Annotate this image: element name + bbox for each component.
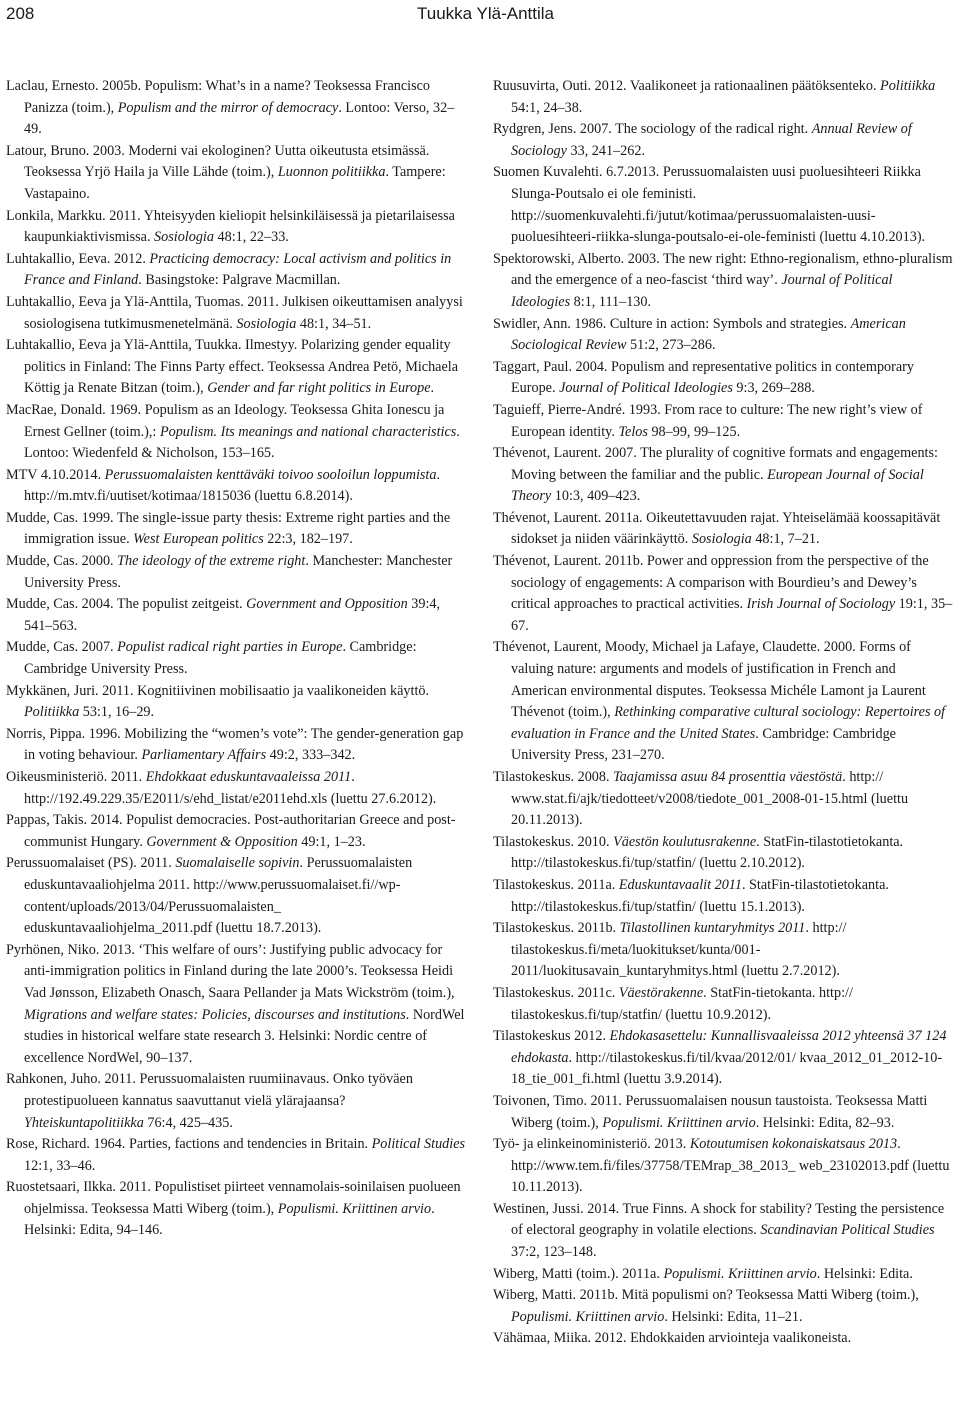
reference-column-right: [493, 76, 954, 1350]
reference-text: Thévenot, Laurent. 2011a. Oikeutettavuuden rajat. Yhteiselämää koossapitävät sidokset ja niiden väärinkäyttö.: [493, 509, 941, 548]
reference-title-italic: American Sociological Review: [511, 315, 906, 354]
reference-text: Thévenot, Laurent, Moody, Michael ja Lafaye, Claudette. 2000. Forms of valuing nature: arguments and models of justification in French and American environmental disputes. Teoksessa Michéle Lamont ja Laurent Thévenot (toim.),: [493, 639, 926, 721]
reference-entry: [6, 940, 466, 1070]
reference-text: 37:2, 123–148.: [511, 1244, 597, 1261]
reference-text: Westinen, Jussi. 2014. True Finns. A shock for stability? Testing the persistence of electoral geography in volatile elections.: [493, 1200, 945, 1239]
reference-text: 53:1, 16–29.: [79, 704, 155, 721]
reference-entry: [493, 1134, 954, 1199]
reference-title-italic: Parliamentary Affairs: [141, 747, 267, 764]
reference-entry: [493, 443, 954, 508]
reference-text: . Perussuomalaisten eduskuntavaaliohjelma 2011. http://www.perussuomalaiset.fi//wp-content/uploads/2013/04/Perussuomalaisten_ eduskuntavaaliohjelma_2011.pdf (luettu 18.7.2013).: [24, 855, 413, 937]
reference-title-italic: Eduskuntavaalit 2011: [618, 876, 742, 893]
reference-title-italic: Yhteiskuntapolitiikka: [24, 1114, 144, 1131]
reference-entry: [493, 551, 954, 637]
reference-text: Tilastokeskus. 2011c.: [493, 984, 619, 1001]
reference-entry: [493, 767, 954, 832]
reference-entry: [6, 206, 466, 249]
reference-entry: [6, 1069, 466, 1134]
reference-text: Vähämaa, Miika. 2012. Ehdokkaiden arviointeja vaalikoneista.: [493, 1330, 852, 1347]
reference-text: 12:1, 33–46.: [24, 1157, 96, 1174]
reference-title-italic: Journal of Political Ideologies: [559, 380, 733, 397]
reference-title-italic: Populismi. Kriittinen arvio: [602, 1114, 756, 1131]
reference-text: Tilastokeskus 2012.: [493, 1028, 610, 1045]
reference-title-italic: Perussuomalaisten kenttäväki toivoo sooloilun loppumista: [104, 466, 437, 483]
reference-text: . Helsinki: Edita.: [816, 1265, 913, 1282]
reference-text: Tilastokeskus. 2011a.: [493, 876, 619, 893]
reference-entry: [6, 335, 466, 400]
reference-entry: [493, 637, 954, 767]
reference-title-italic: Government & Opposition: [146, 833, 298, 850]
reference-title-italic: Väestörakenne: [618, 984, 704, 1001]
reference-text: Toivonen, Timo. 2011. Perussuomalaisen nousun taustoista. Teoksessa Matti Wiberg (toim.),: [493, 1092, 928, 1131]
reference-entry: [6, 508, 466, 551]
reference-entry: [493, 1026, 954, 1091]
reference-title-italic: Ehdokkaat eduskuntavaaleissa 2011: [145, 769, 352, 785]
reference-text: Taggart, Paul. 2004. Populism and representative politics in contemporary Europe.: [493, 358, 914, 397]
reference-text: 8:1, 111–130.: [570, 293, 652, 310]
reference-text: 48:1, 22–33.: [213, 229, 289, 246]
reference-text: Mudde, Cas. 1999. The single-issue party thesis: Extreme right parties and the immigration issue.: [6, 509, 451, 548]
reference-text: . Helsinki: Edita, 94–146.: [24, 1200, 435, 1239]
reference-text: . Helsinki: Edita, 82–93.: [755, 1114, 895, 1131]
reference-text: 10:3, 409–423.: [551, 488, 641, 505]
reference-title-italic: Suomalaiselle sopivin: [175, 855, 300, 872]
reference-title-italic: The ideology of the extreme right: [117, 553, 306, 570]
reference-entry: [6, 551, 466, 594]
reference-text: Latour, Bruno. 2003. Moderni vai ekologinen? Uutta oikeutusta etsimässä. Teoksessa Yrjö Haila ja Ville Lähde (toim.),: [6, 142, 430, 181]
reference-text: Rahkonen, Juho. 2011. Perussuomalaisten ruumiinavaus. Onko työväen protestipuolueen kannatus saavuttanut vielä ylärajaansa?: [6, 1071, 413, 1109]
reference-title-italic: Sosiologia: [154, 229, 214, 246]
reference-text: Norris, Pippa. 1996. Mobilizing the “women’s vote”: The gender-generation gap in voting behaviour.: [6, 725, 464, 764]
reference-text: Rydgren, Jens. 2007. The sociology of the radical right.: [493, 121, 812, 138]
reference-entry: [6, 141, 466, 206]
reference-title-italic: Populismi. Kriittinen arvio: [511, 1308, 665, 1325]
reference-title-italic: Populismi. Kriittinen arvio: [277, 1200, 432, 1217]
reference-text: Mykkänen, Juri. 2011. Kognitiivinen mobilisaatio ja vaalikoneiden käyttö.: [6, 682, 430, 699]
reference-title-italic: Kotoutumisen kokonaiskatsaus 2013: [689, 1136, 898, 1153]
reference-entry: [493, 400, 954, 443]
reference-text: 76:4, 425–435.: [143, 1114, 233, 1131]
reference-text: Mudde, Cas. 2000.: [6, 553, 118, 570]
reference-entry: [6, 292, 466, 335]
reference-text: . StatFin-tilastotietokanta. http://tilastokeskus.fi/tup/statfin/ (luettu 2.10.2012).: [511, 833, 904, 872]
reference-entry: [493, 983, 954, 1026]
reference-text: Luhtakallio, Eeva ja Ylä-Anttila, Tuomas. 2011. Julkisen oikeuttamisen analyysi sosiologisena tutkimusmenetelmänä.: [6, 293, 463, 332]
reference-text: 98–99, 99–125.: [647, 423, 741, 440]
reference-entry: [493, 918, 954, 983]
running-head: Tuukka Ylä-Anttila: [416, 4, 554, 23]
reference-title-italic: West European politics: [133, 531, 264, 548]
reference-title-italic: Populist radical right parties in Europe: [117, 639, 343, 656]
reference-entry: [6, 724, 466, 767]
reference-title-italic: Politiikka: [24, 704, 80, 721]
reference-entry: [493, 1328, 954, 1350]
reference-text: Wiberg, Matti (toim.). 2011a.: [493, 1265, 664, 1282]
reference-text: . http://www.tem.fi/files/37758/TEMrap_38_2013_ web_23102013.pdf (luettu 10.11.2013).: [511, 1136, 950, 1196]
reference-text: . http:// www.stat.fi/ajk/tiedotteet/v2008/tiedote_001_2008-01-15.html (luettu 20.11.2013).: [511, 769, 909, 829]
reference-entry: [6, 767, 466, 810]
reference-title-italic: Irish Journal of Sociology: [746, 596, 896, 613]
reference-text: Laclau, Ernesto. 2005b. Populism: What’s in a name? Teoksessa Francisco Panizza (toim.),: [6, 78, 431, 116]
reference-text: 19:1, 35–67.: [511, 596, 953, 634]
reference-text: 49:1, 1–23.: [297, 833, 366, 850]
reference-title-italic: Tilastollinen kuntaryhmitys 2011: [619, 920, 806, 937]
reference-text: . Cambridge: Cambridge University Press.: [24, 639, 417, 678]
reference-entry: [6, 400, 466, 465]
reference-text: Luhtakallio, Eeva ja Ylä-Anttila, Tuukka. Ilmestyy. Polarizing gender equality politics in Finland: The Finns Party effect. Teoksessa Andrea Petö, Michaela Köttig ja Renate Bitzan (toim.),: [6, 337, 459, 397]
reference-text: Lonkila, Markku. 2011. Yhteisyyden kieliopit helsinkiläisessä ja pietarilaisessa kaupunkiaktivismissa.: [6, 207, 455, 246]
reference-text: .: [430, 380, 435, 397]
reference-text: 51:2, 273–286.: [626, 337, 716, 354]
reference-text: . Basingstoke: Palgrave Macmillan.: [138, 272, 341, 289]
reference-text: Spektorowski, Alberto. 2003. The new right: Ethno-regionalism, ethno-pluralism and the emergence of a neo-fascist ‘third way’.: [493, 250, 953, 289]
reference-text: Rose, Richard. 1964. Parties, factions and tendencies in Britain.: [6, 1136, 372, 1153]
reference-text: . http://m.mtv.fi/uutiset/kotimaa/1815036 (luettu 6.8.2014).: [24, 466, 441, 505]
reference-text: . StatFin-tilastotietokanta. http://tilastokeskus.fi/tup/statfin/ (luettu 15.1.2013).: [511, 876, 889, 915]
reference-title-italic: Migrations and welfare states: Policies, discourses and institutions: [24, 1006, 406, 1023]
reference-title-italic: Government and Opposition: [246, 596, 408, 613]
reference-title-italic: Populism and the mirror of democracy: [117, 99, 339, 116]
reference-entry: [493, 875, 954, 918]
reference-text: . Helsinki: Edita, 11–21.: [664, 1308, 803, 1325]
reference-text: Oikeusministeriö. 2011.: [6, 769, 146, 785]
reference-entry: [493, 508, 954, 551]
reference-title-italic: Populismi. Kriittinen arvio: [663, 1265, 817, 1282]
reference-text: 33, 241–262.: [566, 142, 645, 159]
reference-text: Taguieff, Pierre-André. 1993. From race to culture: The new right’s view of European identity.: [493, 401, 923, 440]
reference-title-italic: Sosiologia: [691, 531, 752, 548]
reference-text: Mudde, Cas. 2004. The populist zeitgeist.: [6, 596, 247, 613]
reference-text: 49:2, 333–342.: [266, 747, 356, 764]
reference-text: Tilastokeskus. 2010.: [493, 833, 614, 850]
reference-text: . StatFin-tietokanta. http:// tilastokeskus.fi/tup/statfin/ (luettu 10.9.2012).: [511, 984, 853, 1023]
reference-text: . Manchester: Manchester University Press.: [24, 553, 453, 591]
reference-text: Luhtakallio, Eeva. 2012.: [6, 250, 150, 267]
reference-title-italic: Practicing democracy: Local activism and politics in France and Finland: [24, 250, 452, 289]
reference-entry: [493, 1199, 954, 1264]
reference-entry: [493, 1285, 954, 1328]
reference-text: 39:4, 541–563.: [24, 596, 441, 634]
reference-text: Tilastokeskus. 2011b.: [493, 920, 620, 937]
reference-title-italic: Telos: [618, 423, 648, 440]
reference-text: Työ- ja elinkeinoministeriö. 2013.: [493, 1136, 690, 1153]
reference-title-italic: Annual Review of Sociology: [511, 121, 912, 159]
reference-text: MacRae, Donald. 1969. Populism as an Ideology. Teoksessa Ghita Ionescu ja Ernest Gellner (toim.),:: [6, 401, 445, 440]
reference-title-italic: Luonnon politiikka: [277, 164, 386, 181]
reference-title-italic: Politiikka: [880, 78, 936, 94]
reference-text: 48:1, 34–51.: [296, 315, 372, 332]
reference-text: 22:3, 182–197.: [263, 531, 353, 548]
reference-text: Tilastokeskus. 2008.: [493, 769, 614, 785]
reference-title-italic: Väestön koulutusrakenne: [613, 833, 757, 850]
reference-entry: [6, 853, 466, 939]
reference-text: . Lontoo: Verso, 32–49.: [24, 99, 455, 138]
reference-entry: [493, 832, 954, 875]
reference-text: . http://192.49.229.35/E2011/s/ehd_listat/e2011ehd.xls (luettu 27.6.2012).: [24, 769, 437, 807]
reference-text: 48:1, 7–21.: [751, 531, 820, 548]
reference-entry: [6, 637, 466, 680]
reference-entry: [6, 249, 466, 292]
page-number: 208: [6, 4, 35, 23]
reference-text: 9:3, 269–288.: [732, 380, 815, 397]
reference-text: . Cambridge: Cambridge University Press, 231–270.: [511, 725, 896, 764]
reference-text: . http://tilastokeskus.fi/til/kvaa/2012/01/ kvaa_2012_01_2012-10-18_tie_001_fi.html (luettu 3.9.2014).: [511, 1049, 943, 1088]
reference-entry: [493, 162, 954, 248]
reference-entry: [6, 810, 466, 853]
reference-text: . http:// tilastokeskus.fi/meta/luokitukset/kunta/001-2011/luokitusavain_kuntaryhmitys.html (luettu 2.7.2012).: [511, 920, 847, 980]
reference-entry: [6, 1134, 466, 1177]
reference-entry: [493, 76, 954, 119]
reference-text: Pappas, Takis. 2014. Populist democracies. Post-authoritarian Greece and post-communist Hungary.: [6, 812, 456, 850]
reference-entry: [6, 681, 466, 724]
reference-text: Ruostetsaari, Ilkka. 2011. Populistiset piirteet vennamolais-soinilaisen puolueen ohjelmissa. Teoksessa Matti Wiberg (toim.),: [6, 1179, 461, 1217]
reference-title-italic: Rethinking comparative cultural sociology: Repertoires of evaluation in France and the United States: [511, 704, 946, 742]
reference-text: Suomen Kuvalehti. 6.7.2013. Perussuomalaisten uusi puoluesihteeri Riikka Slunga-Poutsalo ei ole feministi. http://suomenkuvalehti.fi/jutut/kotimaa/perussuomalaisten-uusi-puoluesihteeri-riikka-slunga-poutsalo-ei-ole-feministi (luettu 4.10.2013).: [493, 164, 926, 246]
reference-text: Perussuomalaiset (PS). 2011.: [6, 855, 176, 872]
reference-entry: [6, 76, 466, 141]
reference-title-italic: Taajamissa asuu 84 prosenttia väestöstä: [613, 769, 843, 785]
reference-entry: [493, 314, 954, 357]
reference-title-italic: Scandinavian Political Studies: [760, 1222, 935, 1239]
reference-title-italic: Populism. Its meanings and national characteristics: [159, 423, 457, 440]
reference-text: Ruusuvirta, Outi. 2012. Vaalikoneet ja rationaalinen päätöksenteko.: [493, 78, 881, 94]
reference-text: MTV 4.10.2014.: [6, 466, 105, 483]
reference-text: 54:1, 24–38.: [511, 99, 583, 116]
reference-text: Mudde, Cas. 2007.: [6, 639, 118, 656]
reference-title-italic: Journal of Political Ideologies: [511, 272, 893, 310]
reference-text: Thévenot, Laurent. 2007. The plurality of cognitive formats and engagements: Moving between the familiar and the public.: [493, 445, 938, 483]
reference-title-italic: Political Studies: [371, 1136, 466, 1153]
reference-entry: [6, 1177, 466, 1242]
reference-title-italic: Ehdokasasettelu: Kunnallisvaaleissa 2012 yhteensä 37 124 ehdokasta: [511, 1028, 947, 1066]
reference-entry: [493, 357, 954, 400]
reference-entry: [493, 249, 954, 314]
reference-column-left: [6, 76, 466, 1242]
reference-entry: [493, 1091, 954, 1134]
reference-text: Swidler, Ann. 1986. Culture in action: Symbols and strategies.: [493, 315, 851, 332]
reference-title-italic: Gender and far right politics in Europe: [207, 380, 431, 397]
reference-title-italic: European Journal of Social Theory: [511, 466, 924, 505]
reference-entry: [6, 465, 466, 508]
reference-text: . Tampere: Vastapaino.: [24, 164, 446, 202]
reference-text: Pyrhönen, Niko. 2013. ‘This welfare of ours’: Justifying public advocacy for anti-immigration politics in Finland during the late 2000’s. Teoksessa Heidi Vad Jønsson, Elizabeth Onasch, Saara Pellander ja Mats Wickström (toim.),: [6, 941, 455, 1001]
reference-entry: [493, 119, 954, 162]
reference-text: Thévenot, Laurent. 2011b. Power and oppression from the perspective of the sociology of engagements: A comparison with Bourdieu’s and Dewey’s critical approaches to practical activities.: [493, 553, 929, 613]
reference-text: . Lontoo: Wiedenfeld & Nicholson, 153–165.: [24, 423, 460, 462]
reference-title-italic: Sosiologia: [236, 315, 297, 332]
reference-entry: [6, 594, 466, 637]
reference-entry: [493, 1264, 954, 1286]
page-header: [0, 0, 960, 40]
reference-text: . NordWel studies in historical welfare state research 3. Helsinki: Nordic centre of excellence NordWel, 90–137.: [24, 1006, 465, 1066]
reference-text: Wiberg, Matti. 2011b. Mitä populismi on? Teoksessa Matti Wiberg (toim.),: [493, 1287, 919, 1304]
